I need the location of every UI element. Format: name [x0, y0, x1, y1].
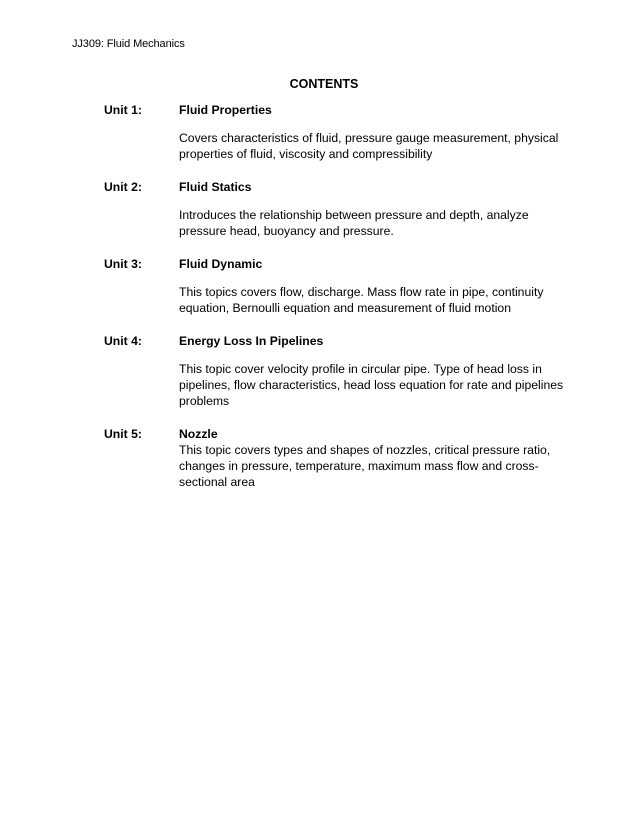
- unit-entry-3: [104, 256, 564, 316]
- unit-title: Energy Loss In Pipelines: [179, 334, 324, 348]
- unit-title: Fluid Properties: [179, 103, 272, 117]
- unit-description: This topic cover velocity profile in circular pipe. Type of head loss in pipelines, flow characteristics, head loss equation for rate and pipelines problems: [179, 362, 564, 408]
- unit-body: [179, 102, 564, 162]
- unit-body: [179, 333, 564, 409]
- unit-description: Covers characteristics of fluid, pressure gauge measurement, physical properties of fluid, viscosity and compressibility: [179, 131, 559, 161]
- unit-label: Unit 4:: [104, 334, 142, 348]
- unit-description: Introduces the relationship between pressure and depth, analyze pressure head, buoyancy and pressure.: [179, 208, 529, 238]
- running-header: JJ309: Fluid Mechanics: [72, 38, 185, 50]
- unit-label: Unit 3:: [104, 257, 142, 271]
- unit-body: [179, 426, 564, 490]
- unit-label: Unit 2:: [104, 180, 142, 194]
- unit-entry-4: [104, 333, 564, 409]
- unit-description: This topics covers flow, discharge. Mass flow rate in pipe, continuity equation, Bernoulli equation and measurement of fluid motion: [179, 285, 544, 315]
- unit-label: Unit 5:: [104, 427, 142, 441]
- unit-body: [179, 256, 564, 316]
- unit-label: Unit 1:: [104, 103, 142, 117]
- unit-description: This topic covers types and shapes of nozzles, critical pressure ratio, changes in pressure, temperature, maximum mass flow and cross- sectional area: [179, 443, 551, 489]
- unit-list: [104, 102, 564, 490]
- unit-entry-2: [104, 179, 564, 239]
- unit-title: Fluid Statics: [179, 180, 252, 194]
- unit-entry-1: [104, 102, 564, 162]
- contents-heading: CONTENTS: [289, 77, 359, 91]
- unit-title: Nozzle: [179, 427, 218, 441]
- unit-body: [179, 179, 564, 239]
- unit-title: Fluid Dynamic: [179, 257, 263, 271]
- unit-entry-5: [104, 426, 564, 490]
